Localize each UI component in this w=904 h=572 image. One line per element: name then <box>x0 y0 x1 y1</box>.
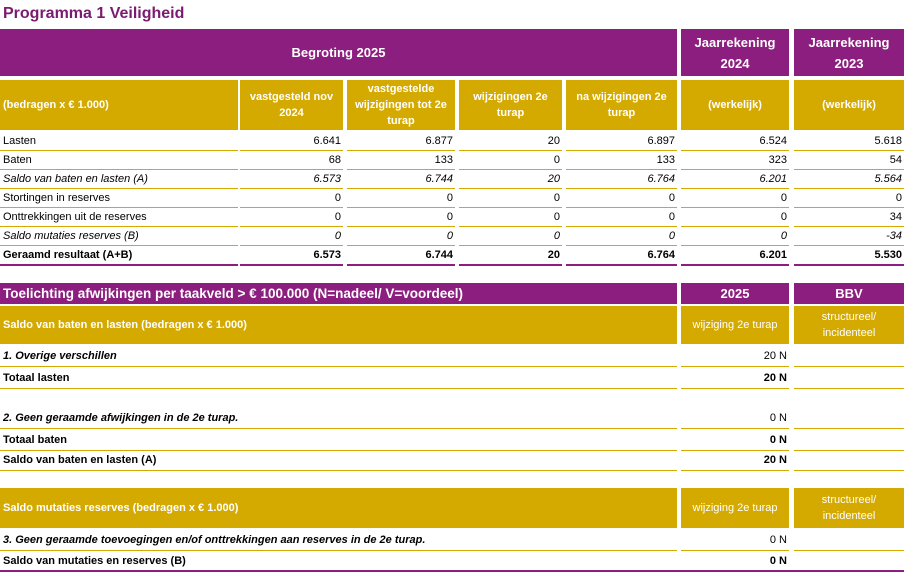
section1-wijziging-label: wijziging 2e turap <box>692 319 778 331</box>
row-value: 0 <box>553 192 560 204</box>
col5-label: (werkelijk) <box>708 99 762 111</box>
section1-wijziging-header <box>681 306 789 344</box>
list-item <box>0 451 904 470</box>
row-value: 6.744 <box>425 173 453 185</box>
item-value: 0 N <box>769 555 787 567</box>
section2-label: Saldo mutaties reserves (bedragen x € 1.000) <box>3 502 239 514</box>
item-value: 20 N <box>763 454 787 466</box>
col-2025-header <box>681 283 789 304</box>
row-label: Saldo van baten en lasten (A) <box>3 173 148 185</box>
row-value: 0 <box>553 154 560 166</box>
row-value: 34 <box>889 211 902 223</box>
section1-struct-line2: incidenteel <box>822 327 876 339</box>
row-divider <box>681 470 789 471</box>
item-label: 3. Geen geraamde toevoegingen en/of onttrekkingen aan reserves in de 2e turap. <box>3 534 426 546</box>
row-value: 5.530 <box>874 249 902 261</box>
table-row <box>0 132 904 151</box>
row-divider <box>0 550 677 551</box>
item-label: Totaal lasten <box>3 372 70 384</box>
col2-line3: turap <box>387 115 415 127</box>
list-item <box>0 390 904 409</box>
item-value: 20 N <box>763 372 787 384</box>
row-label: Baten <box>3 154 32 166</box>
row-value: 6.764 <box>647 249 675 261</box>
row-label: Stortingen in reserves <box>3 192 110 204</box>
col-vastgesteld-header <box>240 80 343 130</box>
col-na-wijzigingen-header <box>566 80 677 130</box>
section1-struct-header <box>794 306 904 344</box>
item-value: 0 N <box>769 434 787 446</box>
row-divider <box>0 470 677 471</box>
col3-line2: turap <box>496 107 525 119</box>
row-value: 20 <box>547 249 560 261</box>
list-item <box>0 552 904 571</box>
row-value: 0 <box>553 230 560 242</box>
row-divider <box>681 428 789 429</box>
row-label: Onttrekkingen uit de reserves <box>3 211 147 223</box>
row-divider <box>794 428 904 429</box>
row-divider <box>794 470 904 471</box>
row-value: 6.573 <box>313 249 341 261</box>
row-value: 6.524 <box>759 135 787 147</box>
jr2023-line1: Jaarrekening <box>808 34 890 50</box>
row-value: 0 <box>334 192 341 204</box>
row-divider <box>681 388 789 389</box>
col-bbv-header <box>794 283 904 304</box>
toelichting-title: Toelichting afwijkingen per taakveld > € 100.000 (N=nadeel/ V=voordeel) <box>3 286 464 301</box>
jr2023-line2: 2023 <box>834 55 864 71</box>
col1-line2: 2024 <box>279 107 304 119</box>
table-row <box>0 227 904 246</box>
row-value: 0 <box>895 192 902 204</box>
list-item <box>0 347 904 366</box>
row-value: 0 <box>553 211 560 223</box>
item-value: 0 N <box>769 534 787 546</box>
row-value: 68 <box>328 154 341 166</box>
row-value: 0 <box>668 192 675 204</box>
item-value: 20 N <box>763 350 787 362</box>
col4-line1: na wijzigingen 2e <box>576 91 667 103</box>
jr2024-line1: Jaarrekening <box>694 34 776 50</box>
row-divider <box>794 366 904 367</box>
row-value: 0 <box>446 211 453 223</box>
row-value: 0 <box>334 211 341 223</box>
begroting-header-label: Begroting 2025 <box>291 45 386 60</box>
row-value: 0 <box>668 230 675 242</box>
row-value: 6.201 <box>759 173 787 185</box>
col1-line1: vastgesteld nov <box>249 91 334 103</box>
row-value: 133 <box>434 154 453 166</box>
row-divider <box>0 366 677 367</box>
toelichting-header <box>0 283 677 304</box>
section2-struct-line2: incidenteel <box>822 510 876 522</box>
item-label: Saldo van baten en lasten (A) <box>3 454 157 466</box>
row-value: 6.201 <box>759 249 787 261</box>
list-item <box>0 531 904 550</box>
row-label: Lasten <box>3 135 37 147</box>
section1-label: Saldo van baten en lasten (bedragen x € 1.000) <box>3 319 247 331</box>
col-wijzigingen-2e-header <box>459 80 562 130</box>
col2-line2: wijzigingen tot 2e <box>355 99 447 111</box>
table-row <box>0 151 904 170</box>
section2-wijziging-label: wijziging 2e turap <box>692 502 778 514</box>
row-divider <box>566 264 677 266</box>
table-row <box>0 189 904 208</box>
section2-struct-header <box>794 488 904 528</box>
item-label: 2. Geen geraamde afwijkingen in de 2e turap. <box>3 412 239 424</box>
col-wijzigingen-tot-header <box>347 80 455 130</box>
row-value: 6.897 <box>647 135 675 147</box>
row-value: 5.618 <box>874 135 902 147</box>
section1-struct-line1: structureel/ <box>821 311 877 323</box>
item-label: Totaal baten <box>3 434 67 446</box>
list-item <box>0 369 904 388</box>
row-value: 54 <box>889 154 902 166</box>
table-row <box>0 170 904 189</box>
row-divider <box>459 264 562 266</box>
table-row <box>0 208 904 227</box>
row-value: 0 <box>780 211 787 223</box>
row-value: 0 <box>780 192 787 204</box>
row-divider <box>0 428 677 429</box>
col2-line1: vastgestelde <box>367 83 435 95</box>
row-value: 0 <box>668 211 675 223</box>
row-value: 6.744 <box>425 249 453 261</box>
row-value: 20 <box>547 173 560 185</box>
row-value: 6.877 <box>425 135 453 147</box>
section2-struct-line1: structureel/ <box>821 494 877 506</box>
bedragen-label: (bedragen x € 1.000) <box>3 99 109 111</box>
row-divider <box>794 550 904 551</box>
section2-header <box>0 488 677 528</box>
row-value: 0 <box>780 230 787 242</box>
item-label: 1. Overige verschillen <box>3 350 117 362</box>
col-werkelijk-2023-header <box>794 80 904 130</box>
col-bbv-label: BBV <box>835 286 863 301</box>
row-label: Saldo mutaties reserves (B) <box>3 230 139 242</box>
row-divider <box>794 388 904 389</box>
row-label: Geraamd resultaat (A+B) <box>3 249 133 261</box>
col4-line2: turap <box>607 107 636 119</box>
section1-header <box>0 306 677 344</box>
row-divider <box>0 264 238 266</box>
jaarrekening-2023-header <box>794 29 904 76</box>
row-value: 0 <box>446 192 453 204</box>
jr2024-line2: 2024 <box>720 55 750 71</box>
row-value: -34 <box>886 230 902 242</box>
row-value: 0 <box>334 230 341 242</box>
item-label: Saldo van mutaties en reserves (B) <box>3 555 186 567</box>
row-value: 5.564 <box>874 173 902 185</box>
row-divider <box>0 388 677 389</box>
col-werkelijk-2024-header <box>681 80 789 130</box>
row-divider <box>347 264 455 266</box>
col3-line1: wijzigingen 2e <box>473 91 548 103</box>
section2-wijziging-header <box>681 488 789 528</box>
item-value: 0 N <box>769 412 787 424</box>
row-divider <box>681 366 789 367</box>
bedragen-header <box>0 80 238 130</box>
jaarrekening-2024-header <box>681 29 789 76</box>
col6-label: (werkelijk) <box>822 99 876 111</box>
row-divider <box>681 550 789 551</box>
row-value: 20 <box>547 135 560 147</box>
row-value: 323 <box>768 154 787 166</box>
row-divider <box>681 264 789 266</box>
list-item <box>0 431 904 450</box>
table-row <box>0 246 904 265</box>
begroting-header <box>0 29 677 76</box>
page-title: Programma 1 Veiligheid <box>3 5 185 22</box>
row-value: 6.764 <box>647 173 675 185</box>
row-value: 6.573 <box>313 173 341 185</box>
list-item <box>0 409 904 428</box>
row-value: 6.641 <box>313 135 341 147</box>
row-value: 133 <box>656 154 675 166</box>
row-value: 0 <box>446 230 453 242</box>
col-2025-label: 2025 <box>720 286 750 301</box>
row-divider <box>794 264 904 266</box>
row-divider <box>240 264 343 266</box>
